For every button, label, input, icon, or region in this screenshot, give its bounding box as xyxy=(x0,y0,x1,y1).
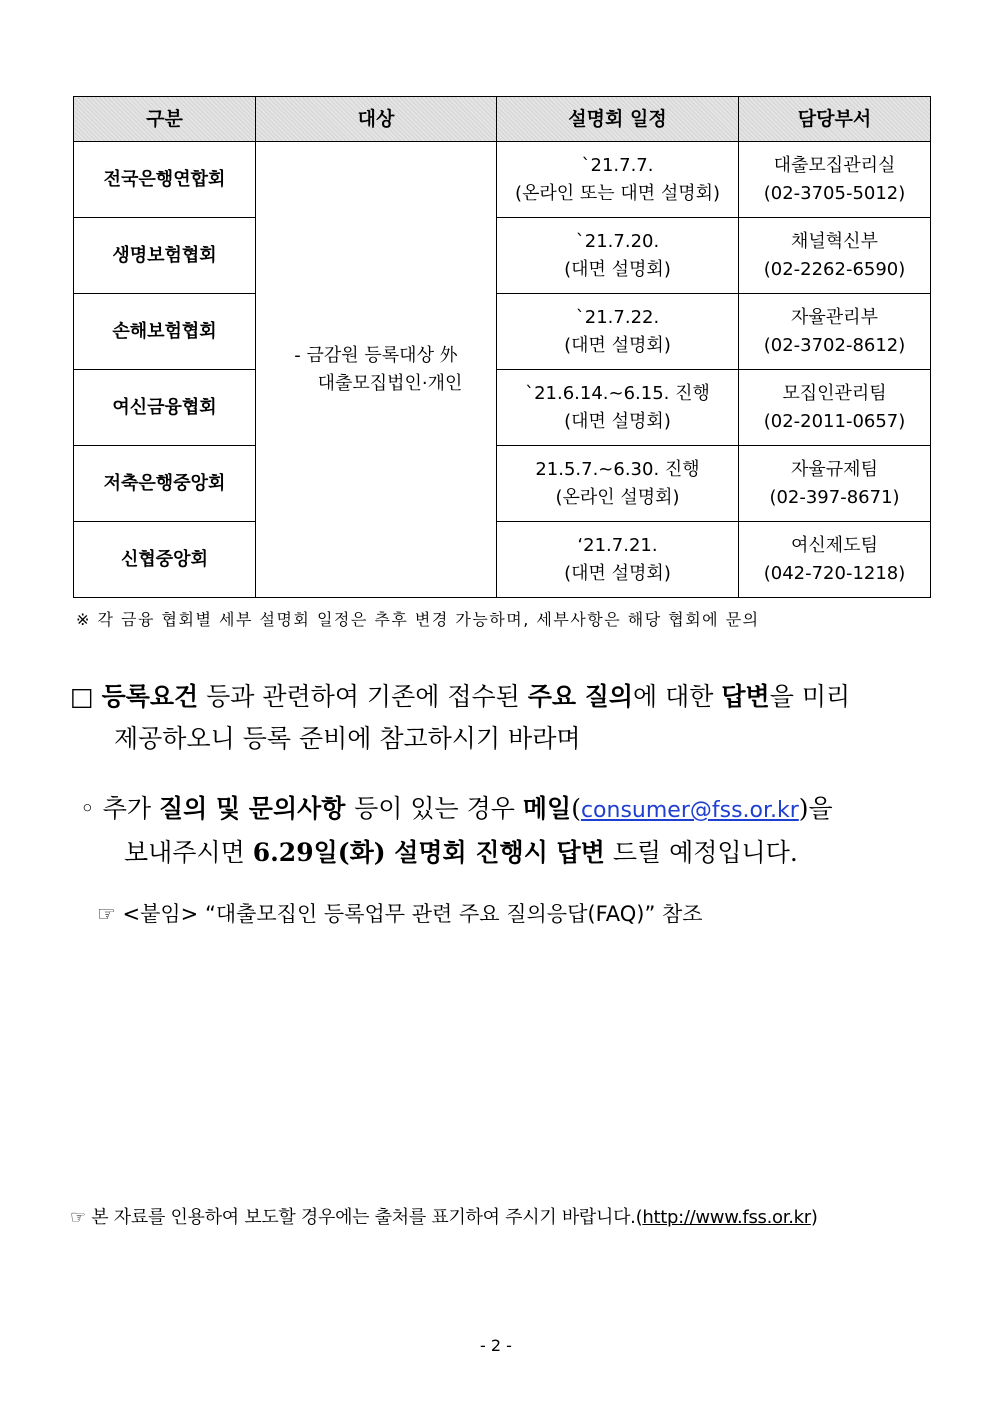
department-cell xyxy=(739,522,931,598)
schedule-date: `21.6.14.~6.15. 진행 xyxy=(525,382,710,404)
emphasis-text: 6.29일(화) 설명회 진행시 답변 xyxy=(252,838,605,867)
paragraph-line xyxy=(80,788,833,832)
footer-paren: ) xyxy=(810,1207,818,1228)
paragraph-line: 제공하오니 등록 준비에 참고하시기 바라며 xyxy=(114,724,581,753)
emphasis-text: 답변 xyxy=(721,682,770,711)
department-name: 자율관리부 xyxy=(791,306,878,328)
schedule-type: (온라인 또는 대면 설명회) xyxy=(514,182,721,204)
email-link[interactable]: consumer@fss.or.kr xyxy=(580,798,799,823)
schedule-date: `21.7.22. xyxy=(575,306,660,328)
department-cell xyxy=(739,370,931,446)
department-cell xyxy=(739,218,931,294)
department-cell xyxy=(739,446,931,522)
target-cell xyxy=(256,142,497,598)
emphasis-text: 주요 질의 xyxy=(527,682,634,711)
department-phone: (042-720-1218) xyxy=(763,562,906,584)
department-phone: (02-3702-8612) xyxy=(763,334,906,356)
target-line-2: 대출모집법인·개인 xyxy=(317,372,463,394)
org-name: 전국은행연합회 xyxy=(74,142,256,218)
department-phone: (02-397-8671) xyxy=(769,486,900,508)
target-line-1: - 금감원 등록대상 外 xyxy=(294,344,458,366)
department-cell xyxy=(739,142,931,218)
schedule-note: ※ 각 금융 협회별 세부 설명회 일정은 추후 변경 가능하며, 세부사항은 해당 협회에 문의 xyxy=(76,610,760,629)
body-text: )을 xyxy=(798,794,833,823)
footer-notice xyxy=(70,1203,818,1229)
footer-text: ☞ 본 자료를 인용하여 보도할 경우에는 출처를 표기하여 주시기 바랍니다. xyxy=(70,1207,636,1228)
schedule-date: ‘21.7.21. xyxy=(577,534,658,556)
emphasis-text: 등록요건 xyxy=(101,682,199,711)
paragraph-line xyxy=(70,676,850,718)
body-text: 을 미리 xyxy=(769,682,851,711)
schedule-cell xyxy=(497,522,739,598)
org-name: 여신금융협회 xyxy=(74,370,256,446)
schedule-cell xyxy=(497,142,739,218)
table-row xyxy=(74,446,931,522)
paragraph-line xyxy=(80,832,833,874)
schedule-cell xyxy=(497,446,739,522)
checkbox-square-icon: □ xyxy=(70,682,94,711)
body-text: ( xyxy=(571,794,581,823)
schedule-type: (대면 설명회) xyxy=(564,562,671,584)
org-name: 저축은행중앙회 xyxy=(74,446,256,522)
header-schedule: 설명회 일정 xyxy=(497,97,739,142)
body-text: 등이 있는 경우 xyxy=(354,794,523,823)
website-link[interactable]: http://www.fss.or.kr xyxy=(642,1207,811,1228)
schedule-cell xyxy=(497,218,739,294)
schedule-type: (대면 설명회) xyxy=(564,334,671,356)
schedule-date: `21.7.7. xyxy=(581,154,654,176)
table-row xyxy=(74,370,931,446)
attachment-reference: ☞ <붙임> “대출모집인 등록업무 관련 주요 질의응답(FAQ)” 참조 xyxy=(97,902,703,926)
page-number: - 2 - xyxy=(480,1336,512,1355)
department-phone: (02-3705-5012) xyxy=(763,182,906,204)
body-text: 등과 관련하여 기존에 접수된 xyxy=(198,682,528,711)
body-text: 드릴 예정입니다. xyxy=(604,838,798,867)
org-name: 신협중앙회 xyxy=(74,522,256,598)
body-text: 에 대한 xyxy=(633,682,722,711)
body-text: 보내주시면 xyxy=(124,838,253,867)
table-row xyxy=(74,294,931,370)
paragraph-inquiry xyxy=(80,788,833,874)
emphasis-text: 메일 xyxy=(522,794,572,823)
schedule-type: (대면 설명회) xyxy=(564,410,671,432)
schedule-date: `21.7.20. xyxy=(575,230,660,252)
schedule-date: 21.5.7.~6.30. 진행 xyxy=(535,458,700,480)
body-text: 추가 xyxy=(94,794,159,823)
table-row xyxy=(74,218,931,294)
department-phone: (02-2011-0657) xyxy=(763,410,906,432)
department-name: 자율규제팀 xyxy=(791,458,878,480)
table-row xyxy=(74,522,931,598)
paragraph-registration xyxy=(70,676,850,760)
footer-paren: ( xyxy=(635,1207,643,1228)
header-department: 담당부서 xyxy=(739,97,931,142)
department-name: 여신제도팀 xyxy=(791,534,878,556)
schedule-cell xyxy=(497,370,739,446)
department-cell xyxy=(739,294,931,370)
bullet-icon: ◦ xyxy=(80,794,95,823)
schedule-cell xyxy=(497,294,739,370)
table-row xyxy=(74,142,931,218)
department-name: 채널혁신부 xyxy=(791,230,878,252)
department-name: 모집인관리팀 xyxy=(782,382,887,404)
schedule-type: (대면 설명회) xyxy=(564,258,671,280)
header-category: 구분 xyxy=(74,97,256,142)
department-phone: (02-2262-6590) xyxy=(763,258,906,280)
emphasis-text: 질의 및 문의사항 xyxy=(158,794,355,823)
header-target: 대상 xyxy=(256,97,497,142)
schedule-type: (온라인 설명회) xyxy=(555,486,680,508)
department-name: 대출모집관리실 xyxy=(773,154,896,176)
org-name: 손해보험협회 xyxy=(74,294,256,370)
org-name: 생명보험협회 xyxy=(74,218,256,294)
table-header-row xyxy=(74,97,931,142)
schedule-table xyxy=(73,96,931,598)
